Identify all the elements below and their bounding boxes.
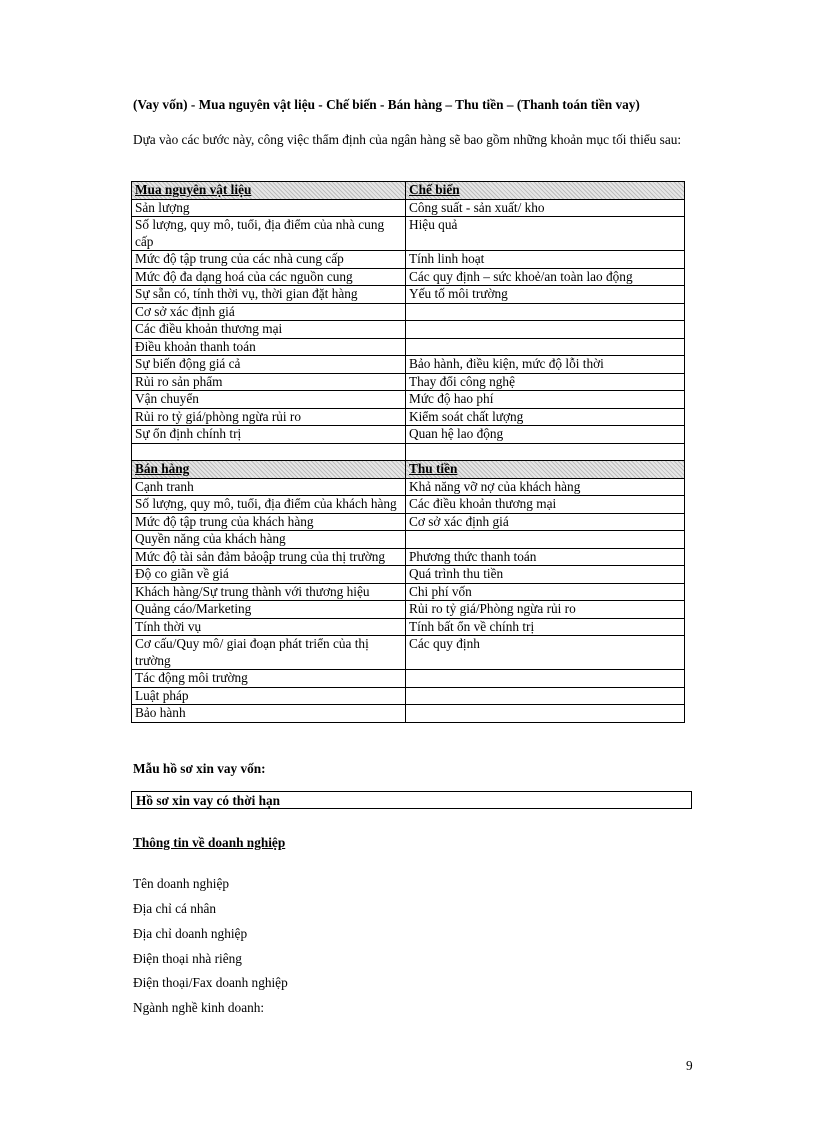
- table-cell: Thay đổi công nghệ: [406, 373, 685, 391]
- table-cell: Các điều khoản thương mại: [132, 321, 406, 339]
- table-row: [132, 443, 685, 461]
- table-sales-collection: [131, 460, 685, 723]
- table-row: [132, 217, 685, 251]
- column-header: Bán hàng: [132, 461, 406, 479]
- table-cell: [406, 443, 685, 461]
- field-company-name: Tên doanh nghiệp: [133, 876, 230, 891]
- table-cell: Yếu tố môi trường: [406, 286, 685, 304]
- table-cell: [406, 303, 685, 321]
- table-row: [132, 705, 685, 723]
- table-cell: Tính thời vụ: [132, 618, 406, 636]
- table-cell: Chi phí vốn: [406, 583, 685, 601]
- column-header: Thu tiền: [406, 461, 685, 479]
- table-cell: Bảo hành, điều kiện, mức độ lỗi thời: [406, 356, 685, 374]
- table-cell: Bảo hành: [132, 705, 406, 723]
- table-row: [132, 356, 685, 374]
- table-row: [132, 199, 685, 217]
- table-row: [132, 687, 685, 705]
- table-cell: Quan hệ lao động: [406, 426, 685, 444]
- table-cell: [406, 687, 685, 705]
- table-row: [132, 618, 685, 636]
- table-cell: Luật pháp: [132, 687, 406, 705]
- table-cell: Mức độ tập trung của các nhà cung cấp: [132, 251, 406, 269]
- table-cell: [406, 338, 685, 356]
- table-procurement-processing: [131, 181, 685, 462]
- table-row: [132, 496, 685, 514]
- table-header-row: [132, 182, 685, 200]
- table-row: [132, 513, 685, 531]
- table-cell: Mức độ tài sản đảm bảoập trung của thị trường: [132, 548, 406, 566]
- table-cell: Cơ sở xác định giá: [406, 513, 685, 531]
- column-header: Chế biến: [406, 182, 685, 200]
- table-cell: Mức độ hao phí: [406, 391, 685, 409]
- table-row: [132, 373, 685, 391]
- table-cell: Kiểm soát chất lượng: [406, 408, 685, 426]
- table-cell: Rủi ro tỷ giá/Phòng ngừa rủi ro: [406, 601, 685, 619]
- table-row: [132, 548, 685, 566]
- table-cell: Rủi ro sản phẩm: [132, 373, 406, 391]
- table-cell: Cạnh tranh: [132, 478, 406, 496]
- page-number: 9: [686, 1058, 693, 1073]
- table-cell: Các quy định – sức khoẻ/an toàn lao động: [406, 268, 685, 286]
- table-cell: Sự ổn định chính trị: [132, 426, 406, 444]
- table-cell: Quảng cáo/Marketing: [132, 601, 406, 619]
- flow-line: (Vay vốn) - Mua nguyên vật liệu - Chế biến - Bán hàng – Thu tiền – (Thanh toán tiền vay): [133, 97, 640, 112]
- company-info-heading: Thông tin về doanh nghiệp: [133, 835, 286, 850]
- table-row: [132, 321, 685, 339]
- intro-paragraph: Dựa vào các bước này, công việc thẩm định của ngân hàng sẽ bao gồm những khoản mục tối thiểu sau:: [133, 132, 682, 147]
- table-cell: Cơ cấu/Quy mô/ giai đoạn phát triển của thị trường: [132, 636, 406, 670]
- field-business-line: Ngành nghề kinh doanh:: [133, 1000, 265, 1015]
- table-row: [132, 670, 685, 688]
- table-row: [132, 601, 685, 619]
- table-cell: Mức độ đa dạng hoá của các nguồn cung: [132, 268, 406, 286]
- field-company-address: Địa chỉ doanh nghiệp: [133, 926, 248, 941]
- table-cell: Các điều khoản thương mại: [406, 496, 685, 514]
- table-cell: Tính bất ổn về chính trị: [406, 618, 685, 636]
- field-company-phone-fax: Điện thoại/Fax doanh nghiệp: [133, 975, 288, 990]
- table-cell: Rủi ro tỷ giá/phòng ngừa rủi ro: [132, 408, 406, 426]
- table-cell: Sự biến động giá cả: [132, 356, 406, 374]
- table-row: [132, 338, 685, 356]
- table-cell: Khả năng vỡ nợ của khách hàng: [406, 478, 685, 496]
- table-cell: Tính linh hoạt: [406, 251, 685, 269]
- table-cell: Sản lượng: [132, 199, 406, 217]
- column-header: Mua nguyên vật liệu: [132, 182, 406, 200]
- table-row: [132, 478, 685, 496]
- table-row: [132, 636, 685, 670]
- sample-heading: Mẫu hồ sơ xin vay vốn:: [133, 761, 266, 776]
- table-cell: Vận chuyển: [132, 391, 406, 409]
- table-row: [132, 531, 685, 549]
- table-cell: [406, 531, 685, 549]
- table-cell: Độ co giãn về giá: [132, 566, 406, 584]
- table-cell: [406, 670, 685, 688]
- table-cell: Số lượng, quy mô, tuổi, địa điểm của nhà cung cấp: [132, 217, 406, 251]
- table-cell: Số lượng, quy mô, tuổi, địa điểm của khách hàng: [132, 496, 406, 514]
- table-cell: Sự sẵn có, tính thời vụ, thời gian đặt hàng: [132, 286, 406, 304]
- table-row: [132, 408, 685, 426]
- table-row: [132, 268, 685, 286]
- table-cell: Phương thức thanh toán: [406, 548, 685, 566]
- table-cell: Tác động môi trường: [132, 670, 406, 688]
- table-header-row: [132, 461, 685, 479]
- table-cell: Cơ sở xác định giá: [132, 303, 406, 321]
- table-cell: [406, 321, 685, 339]
- table-cell: Quyền năng của khách hàng: [132, 531, 406, 549]
- table-cell: Quá trình thu tiền: [406, 566, 685, 584]
- table-row: [132, 583, 685, 601]
- field-home-phone: Điện thoại nhà riêng: [133, 951, 242, 966]
- table-row: [132, 251, 685, 269]
- table-row: [132, 391, 685, 409]
- table-cell: Hiệu quả: [406, 217, 685, 251]
- table-cell: Công suất - sản xuất/ kho: [406, 199, 685, 217]
- table-row: [132, 303, 685, 321]
- table-cell: [406, 705, 685, 723]
- table-row: [132, 426, 685, 444]
- loan-application-box: Hồ sơ xin vay có thời hạn: [131, 791, 692, 809]
- field-personal-address: Địa chỉ cá nhân: [133, 901, 217, 916]
- table-cell: Điều khoản thanh toán: [132, 338, 406, 356]
- table-cell: Các quy định: [406, 636, 685, 670]
- table-cell: Mức độ tập trung của khách hàng: [132, 513, 406, 531]
- table-row: [132, 286, 685, 304]
- table-row: [132, 566, 685, 584]
- table-cell: [132, 443, 406, 461]
- table-cell: Khách hàng/Sự trung thành với thương hiệu: [132, 583, 406, 601]
